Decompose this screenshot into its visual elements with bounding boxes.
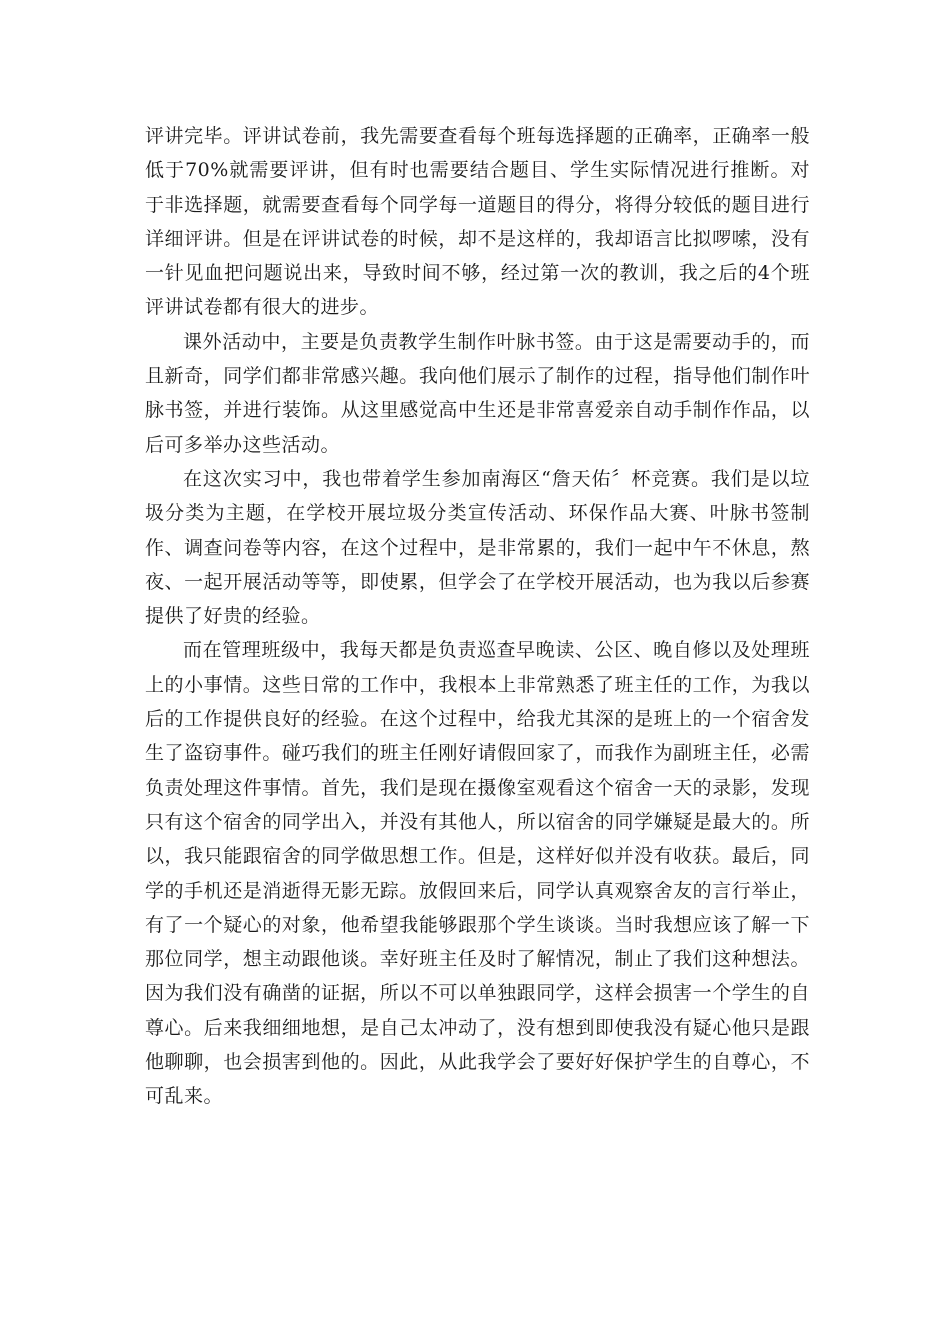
body-text [145, 119, 810, 1114]
paragraph-class-management: 而在管理班级中，我每天都是负责巡查早晚读、公区、晚自修以及处理班上的小事情。这些日常的工作中，我根本上非常熟悉了班主任的工作，为我以后的工作提供良好的经验。在这个过程中，给我尤其深的是班上的一个宿舍发生了盗窃事件。碰巧我们的班主任刚好请假回家了，而我作为副班主任，必需负责处理这件事情。首先，我们是现在摄像室观看这个宿舍一天的录影，发现只有这个宿舍的同学出入，并没有其他人，所以宿舍的同学嫌疑是最大的。所以，我只能跟宿舍的同学做思想工作。但是，这样好似并没有收获。最后，同学的手机还是消逝得无影无踪。放假回来后，同学认真观察舍友的言行举止，有了一个疑心的对象，他希望我能够跟那个学生谈谈。当时我想应该了解一下那位同学，想主动跟他谈。幸好班主任及时了解情况，制止了我们这种想法。因为我们没有确凿的证据，所以不可以单独跟同学，这样会损害一个学生的自尊心。后来我细细地想，是自己太冲动了，没有想到即使我没有疑心他只是跟他聊聊，也会损害到他的。因此，从此我学会了要好好保护学生的自尊心，不可乱来。 [145, 639, 810, 1108]
paragraph-exam-review: 评讲完毕。评讲试卷前，我先需要查看每个班每选择题的正确率，正确率一般低于70%就需要评讲，但有时也需要结合题目、学生实际情况进行推断。对于非选择题，就需要查看每个同学每一道题目的得分，将得分较低的题目进行详细评讲。但是在评讲试卷的时候，却不是这样的，我却语言比拟啰嗦，没有一针见血把问题说出来，导致时间不够，经过第一次的教训，我之后的4个班评讲试卷都有很大的进步。 [145, 125, 810, 319]
paragraph-extracurricular: 课外活动中，主要是负责教学生制作叶脉书签。由于这是需要动手的，而且新奇，同学们都非常感兴趣。我向他们展示了制作的过程，指导他们制作叶脉书签，并进行装饰。从这里感觉高中生还是非常喜爱亲自动手制作作品，以后可多举办这些活动。 [145, 330, 810, 456]
paragraph-competition: 在这次实习中，我也带着学生参加南海区“詹天佑〞杯竞赛。我们是以垃圾分类为主题，在学校开展垃圾分类宣传活动、环保作品大赛、叶脉书签制作、调查问卷等内容，在这个过程中，是非常累的，我们一起中午不休息，熬夜、一起开展活动等等，即使累，但学会了在学校开展活动，也为我以后参赛提供了好贵的经验。 [145, 467, 810, 628]
